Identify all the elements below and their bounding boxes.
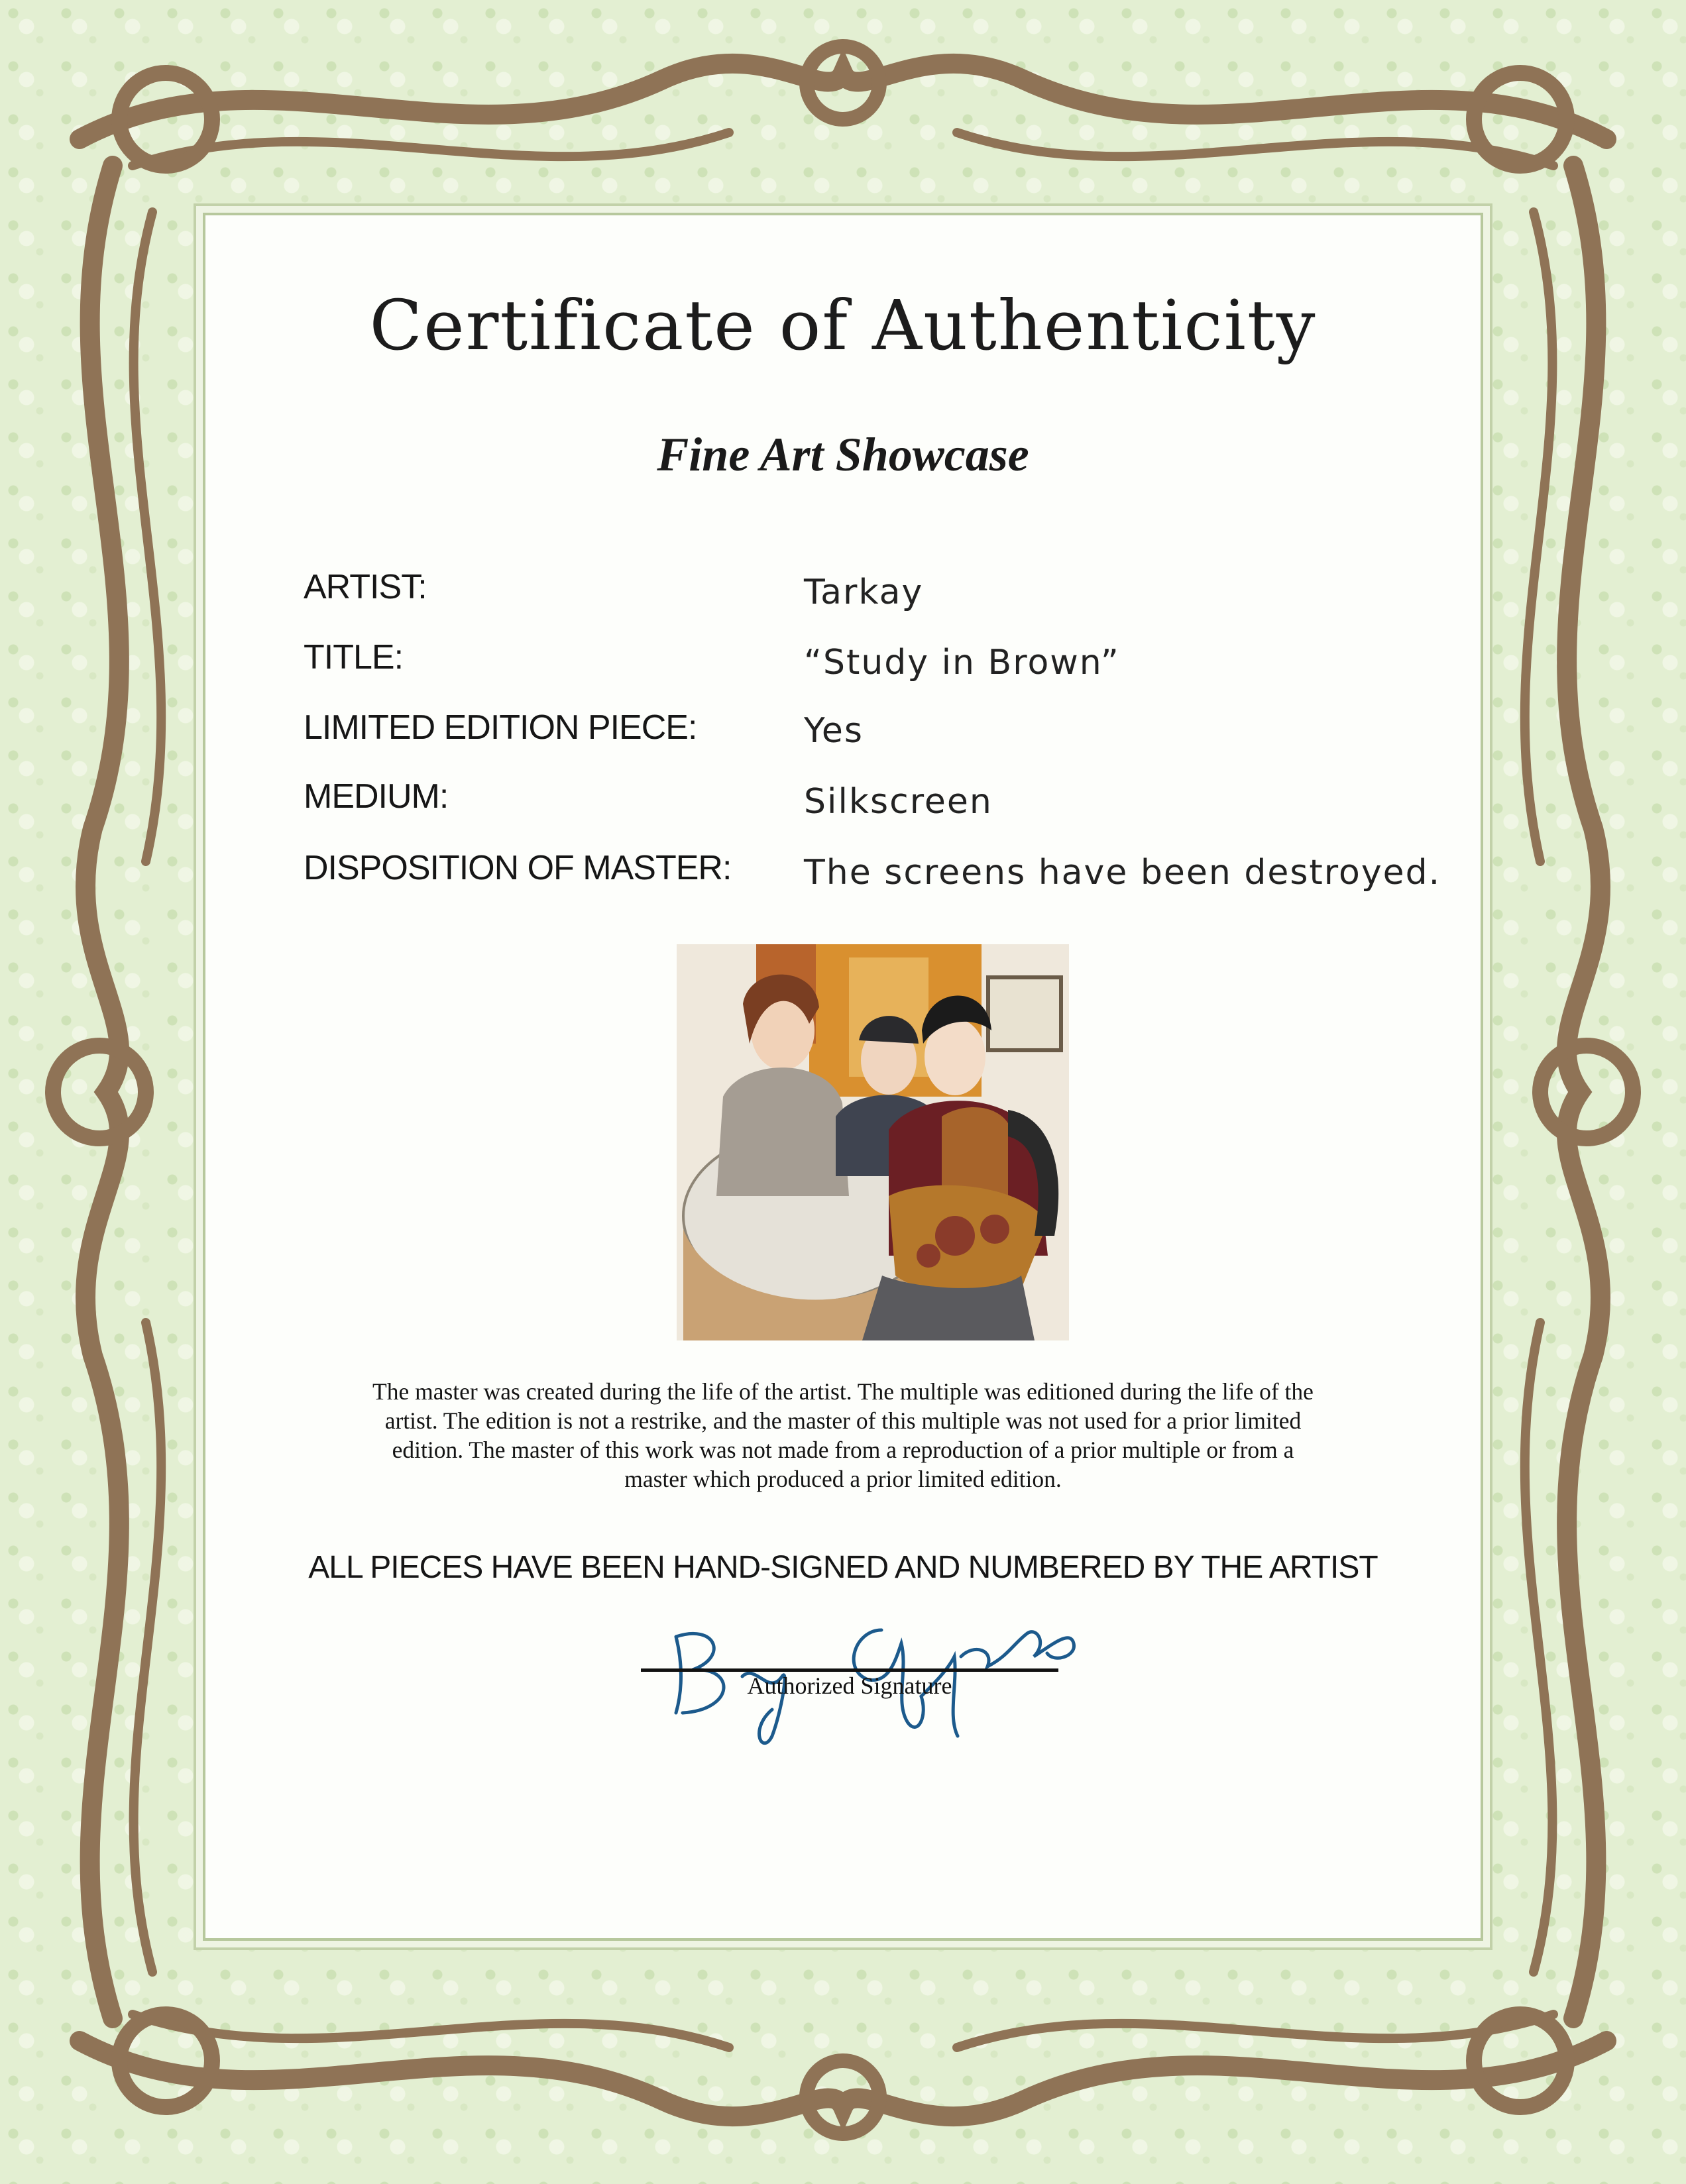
disposition-label: DISPOSITION OF MASTER:: [304, 849, 732, 887]
statement-line: master which produced a prior limited edition.: [624, 1466, 1062, 1492]
limited-edition-label: LIMITED EDITION PIECE:: [304, 708, 697, 747]
artist-label: ARTIST:: [304, 568, 427, 606]
authorized-signature-label: Authorized Signature: [747, 1672, 952, 1699]
certificate-subtitle: Fine Art Showcase: [657, 428, 1029, 481]
title-value: “Study in Brown”: [804, 643, 1120, 682]
statement-line: The master was created during the life of the artist. The multiple was editioned during the life of the: [372, 1378, 1314, 1405]
title-label: TITLE:: [304, 638, 404, 677]
artist-value: Tarkay: [804, 573, 924, 612]
authenticity-statement: [265, 1377, 1421, 1494]
disposition-value: The screens have been destroyed.: [804, 853, 1441, 893]
statement-line: artist. The edition is not a restrike, and the master of this multiple was not used for a prior limited: [384, 1407, 1302, 1434]
medium-value: Silkscreen: [804, 782, 993, 822]
artwork-image: [677, 944, 1069, 1340]
statement-line: edition. The master of this work was not made from a reproduction of a prior multiple or from a: [392, 1437, 1294, 1463]
certificate-title: Certificate of Authenticity: [369, 285, 1317, 366]
medium-label: MEDIUM:: [304, 777, 449, 816]
limited-edition-value: Yes: [804, 711, 864, 751]
hand-signed-note: ALL PIECES HAVE BEEN HAND-SIGNED AND NUMBERED BY THE ARTIST: [308, 1550, 1378, 1585]
